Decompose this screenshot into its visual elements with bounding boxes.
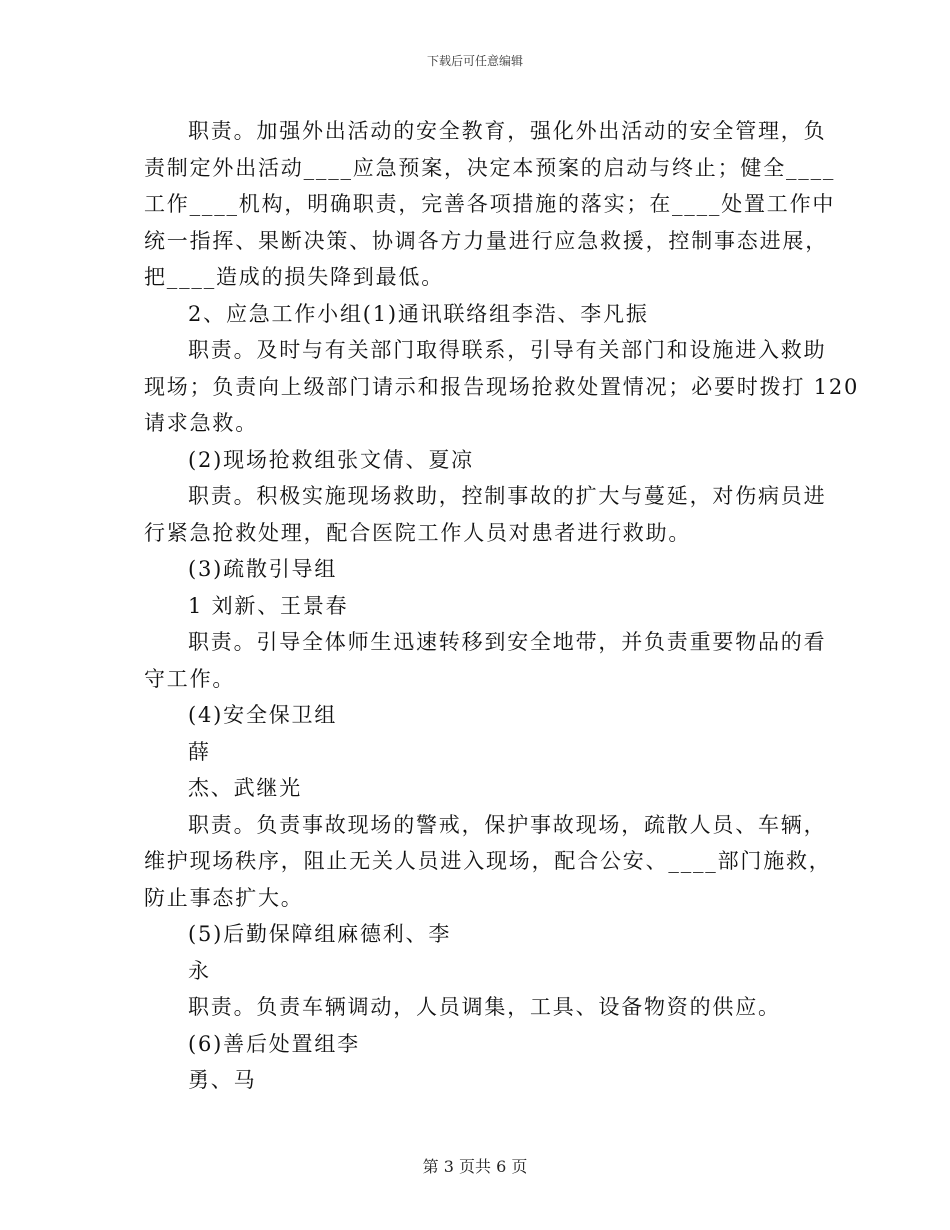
page-footer: 第 3 页共 6 页: [422, 1157, 528, 1176]
text-line: (6)善后处置组李: [188, 1031, 360, 1056]
text-line: 职责。负责车辆调动，人员调集，工具、设备物资的供应。: [188, 995, 781, 1019]
text-line: 勇、马: [188, 1068, 257, 1092]
text-line: 薛: [188, 739, 211, 764]
text-line: 职责。及时与有关部门取得联系，引导有关部门和设施进入救助: [188, 338, 827, 362]
text-line: 现场；负责向上级部门请示和报告现场抢救处置情况；必要时拨打 120: [144, 374, 860, 399]
text-line: 杰、武继光: [188, 776, 302, 800]
text-line: 职责。负责事故现场的警戒，保护事故现场，疏散人员、车辆，: [188, 812, 827, 837]
text-line: 行紧急抢救处理，配合医院工作人员对患者进行救助。: [144, 520, 692, 545]
text-line: 工作____机构，明确职责，完善各项措施的落实；在____处置工作中: [144, 192, 836, 216]
text-line: (2)现场抢救组张文倩、夏凉: [188, 447, 474, 472]
text-line: (4)安全保卫组: [188, 703, 338, 727]
text-line: 1 刘新、王景春: [188, 593, 349, 618]
text-line: (5)后勤保障组麻德利、李: [188, 922, 452, 946]
text-line: 2、应急工作小组(1)通讯联络组李浩、李凡振: [188, 301, 649, 326]
page-header: 下载后可任意编辑: [426, 54, 523, 68]
text-line: 职责。积极实施现场救助，控制事故的扩大与蔓延，对伤病员进: [188, 484, 827, 508]
text-line: 防止事态扩大。: [144, 885, 304, 910]
document-body: [144, 113, 860, 1099]
text-line: 维护现场秩序，阻止无关人员进入现场，配合公安、____部门施救，: [144, 849, 832, 873]
text-line: 把____造成的损失降到最低。: [144, 265, 444, 289]
text-line: 永: [188, 958, 211, 983]
text-line: 责制定外出活动____应急预案，决定本预案的启动与终止；健全____: [144, 155, 836, 180]
text-line: 职责。加强外出活动的安全教育，强化外出活动的安全管理，负: [188, 119, 827, 143]
text-line: 职责。引导全体师生迅速转移到安全地带，并负责重要物品的看: [188, 630, 827, 654]
text-line: (3)疏散引导组: [188, 557, 338, 581]
text-line: 请求急救。: [144, 411, 258, 435]
text-line: 统一指挥、果断决策、协调各方力量进行应急救援，控制事态进展，: [144, 228, 828, 253]
text-line: 守工作。: [144, 666, 236, 691]
